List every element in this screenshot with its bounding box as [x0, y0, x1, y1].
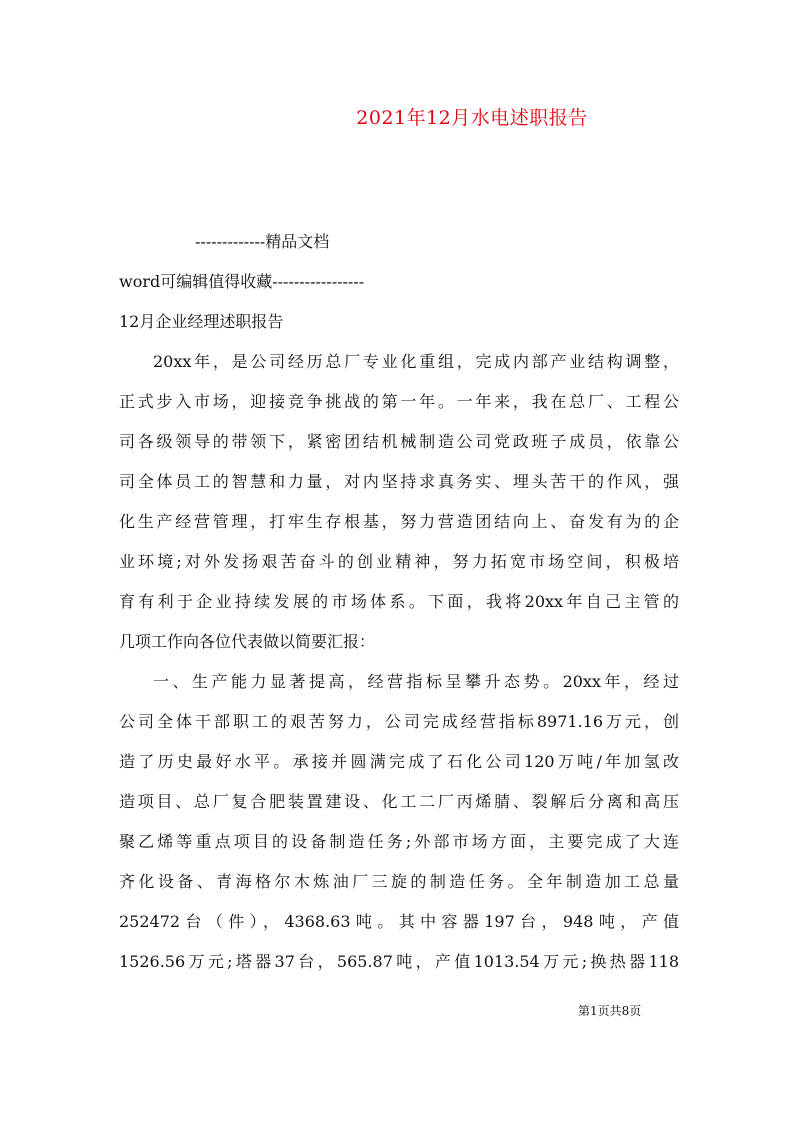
subtitle-line: 12月企业经理述职报告 [119, 312, 284, 331]
paragraph-line: 公司全体干部职工的艰苦努力，公司完成经营指标8971.16万元，创 [119, 712, 679, 731]
document-title-text: 2021年12月水电述职报告 [356, 107, 588, 129]
header-note-line: -------------精品文档 [195, 232, 330, 251]
paragraph-line: 几项工作向各位代表做以简要汇报： [119, 632, 376, 651]
paragraph-line: 正式步入市场，迎接竞争挑战的第一年。一年来，我在总厂、工程公 [119, 392, 679, 411]
paragraph-line: 聚乙烯等重点项目的设备制造任务;外部市场方面，主要完成了大连 [119, 832, 679, 851]
document-title [0, 103, 794, 130]
paragraph-line: 造了历史最好水平。承接并圆满完成了石化公司120万吨/年加氢改 [119, 752, 679, 771]
header-note-line: word可编辑值得收藏----------------- [119, 272, 365, 291]
paragraph-line: 齐化设备、青海格尔木炼油厂三旋的制造任务。全年制造加工总量 [119, 872, 679, 891]
paragraph-line: 业环境;对外发扬艰苦奋斗的创业精神，努力拓宽市场空间，积极培 [119, 552, 679, 571]
paragraph-line: 252472台（件），4368.63吨。其中容器197台，948吨，产值 [119, 912, 679, 931]
paragraph-line: 育有利于企业持续发展的市场体系。下面，我将20xx年自己主管的 [119, 592, 679, 611]
paragraph-line: 一、生产能力显著提高，经营指标呈攀升态势。20xx年，经过 [153, 672, 679, 691]
document-body [119, 222, 679, 982]
paragraph-line: 司全体员工的智慧和力量，对内坚持求真务实、埋头苦干的作风，强 [119, 472, 679, 491]
paragraph-line: 司各级领导的带领下，紧密团结机械制造公司党政班子成员，依靠公 [119, 432, 679, 451]
paragraph-line: 1526.56万元;塔器37台，565.87吨，产值1013.54万元;换热器118 [119, 952, 679, 971]
paragraph-line: 造项目、总厂复合肥装置建设、化工二厂丙烯腈、裂解后分离和高压 [119, 792, 679, 811]
page-number: 第1页共8页 [578, 1004, 642, 1018]
paragraph-line: 20xx年，是公司经历总厂专业化重组，完成内部产业结构调整， [153, 352, 679, 371]
paragraph-line: 化生产经营管理，打牢生存根基，努力营造团结向上、奋发有为的企 [119, 512, 679, 531]
